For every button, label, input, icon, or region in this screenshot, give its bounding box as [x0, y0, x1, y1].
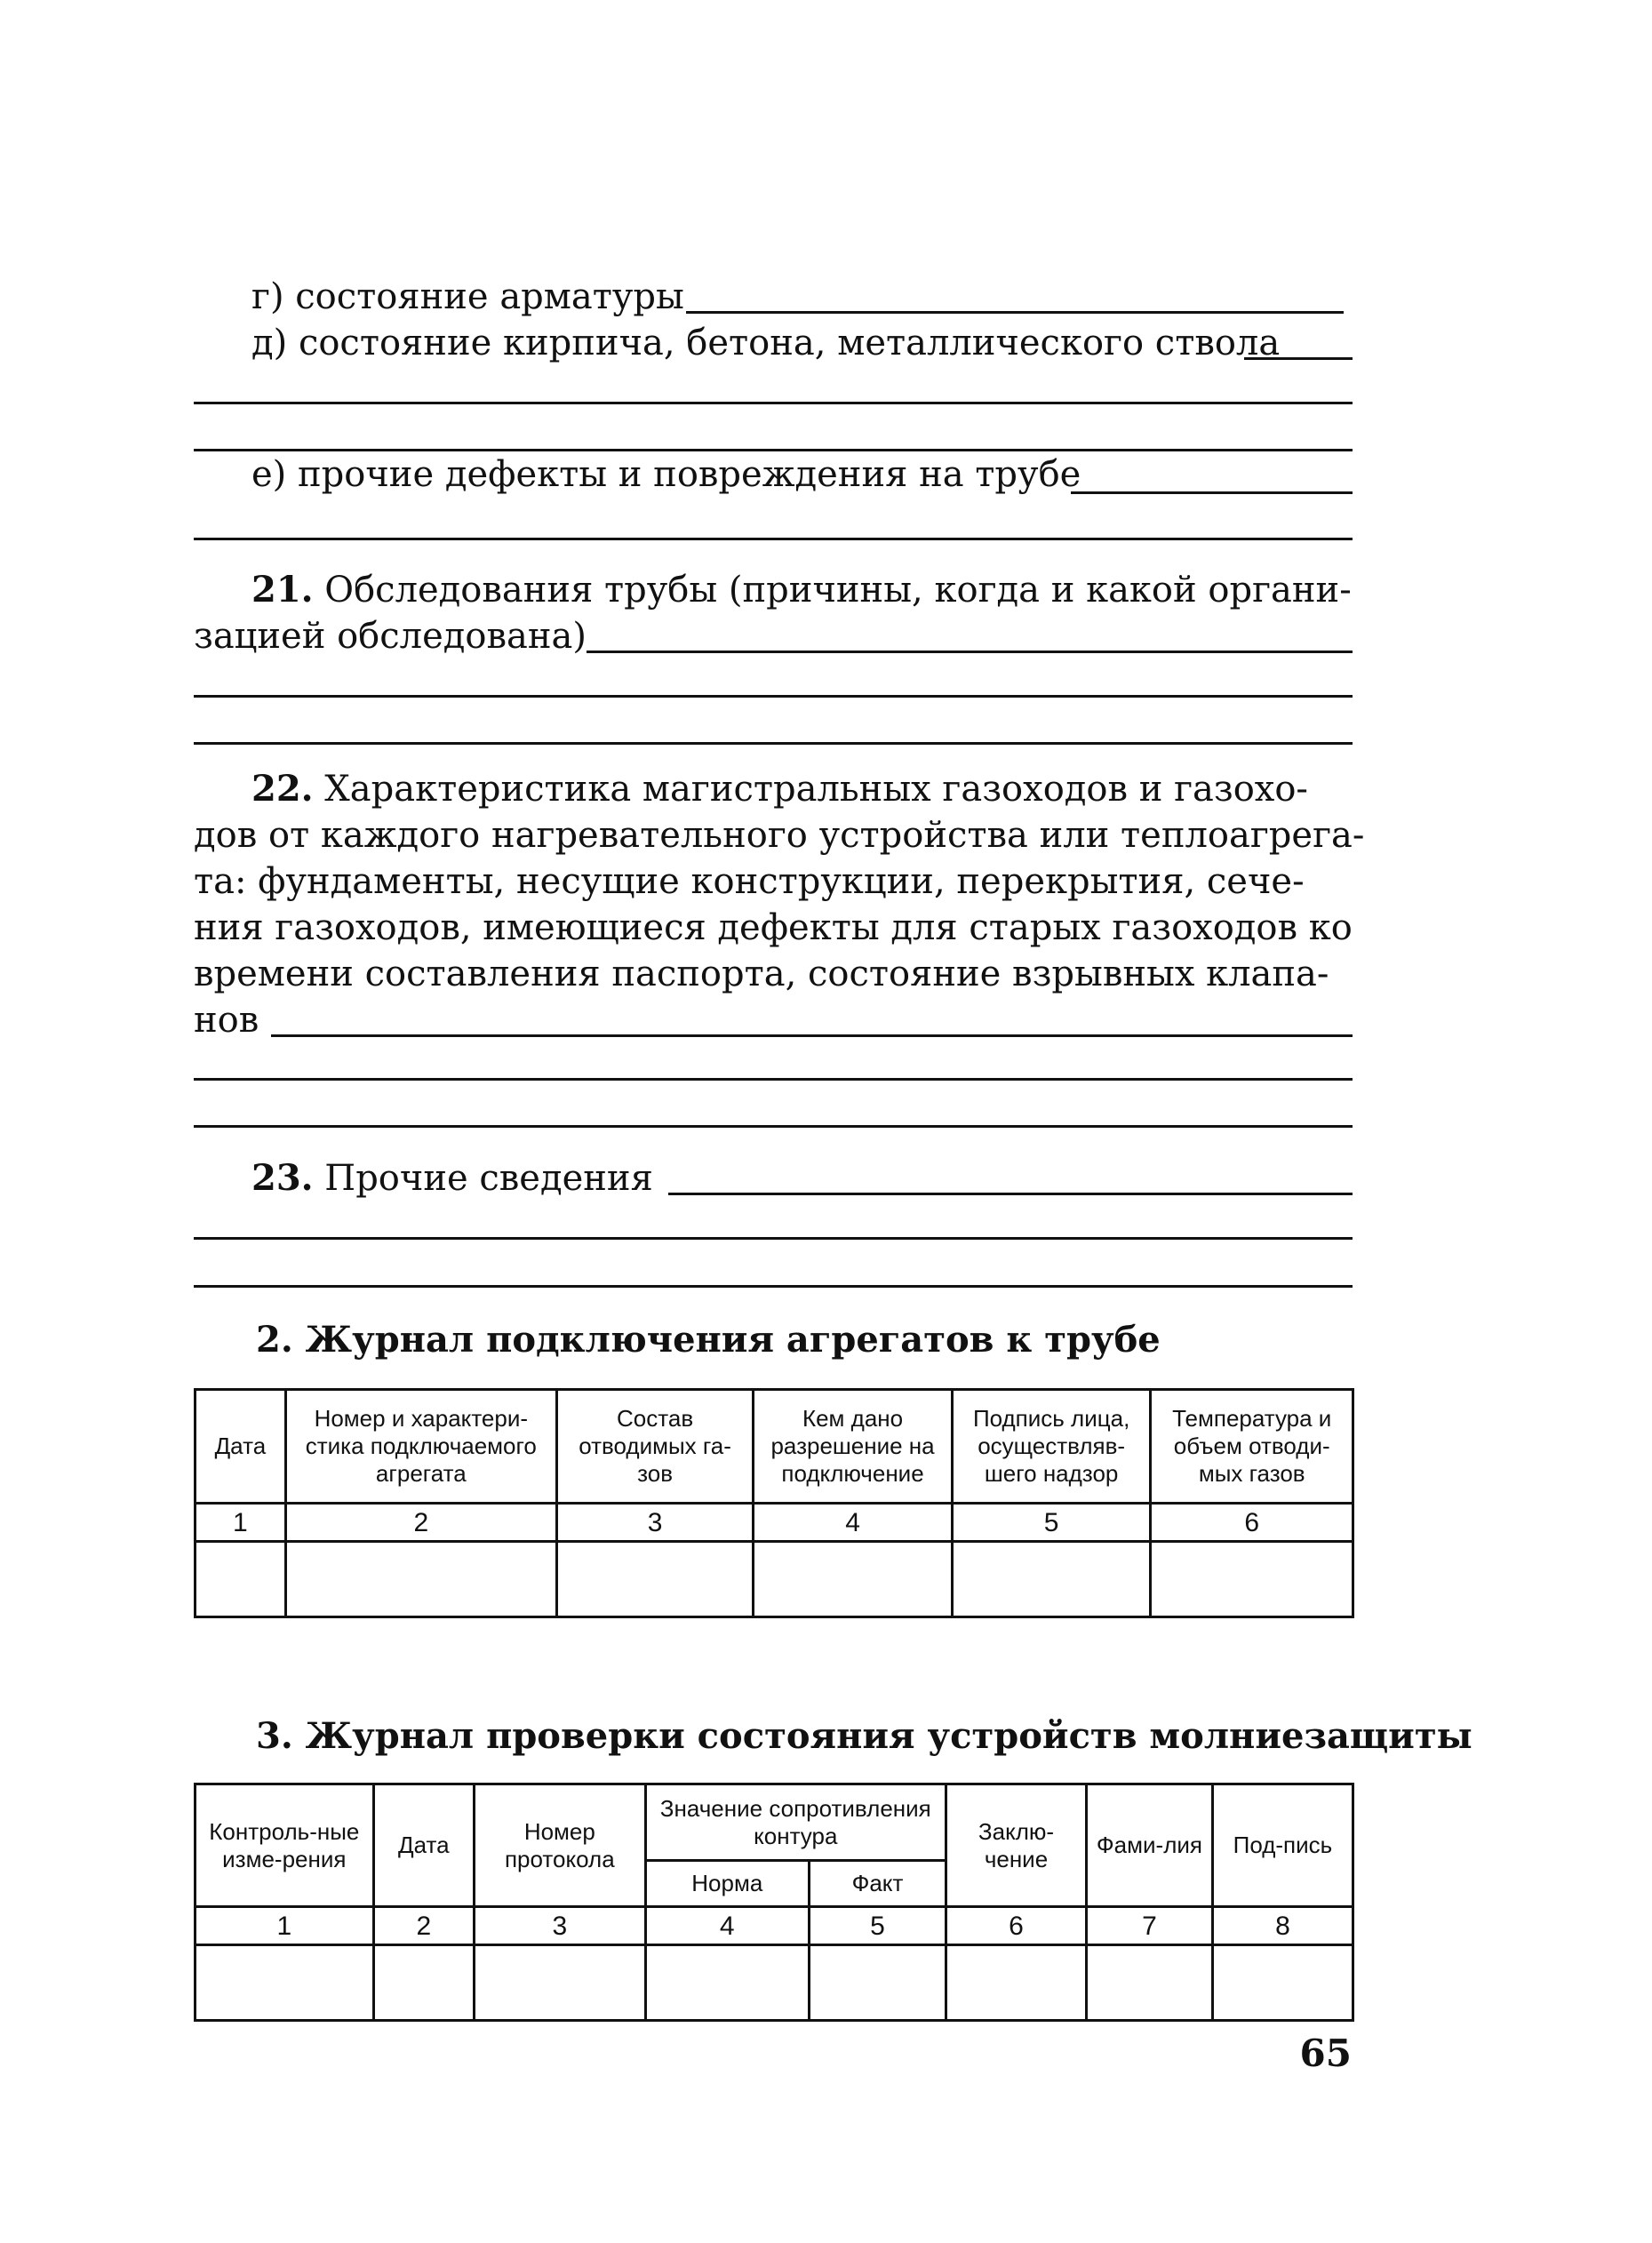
- journal-3-col-number: 7: [1087, 1907, 1213, 1945]
- journal-2-number-row: [196, 1504, 1353, 1542]
- item-e-label: е) прочие дефекты и повреждения на трубе: [251, 454, 1081, 495]
- journal-2-col-number: 1: [196, 1504, 286, 1542]
- item-22-blank-line-2: [194, 1125, 1353, 1128]
- journal-3-blank-cell: [1087, 1945, 1213, 2021]
- journal-2-col-number: 3: [556, 1504, 753, 1542]
- journal-2-blank-cell: [1151, 1542, 1353, 1617]
- journal-3-col-number: 8: [1212, 1907, 1353, 1945]
- journal-3-header-resistance: Значение сопротивления контура: [645, 1784, 946, 1861]
- item-23-number: 23.: [251, 1157, 314, 1199]
- item-21-fill-line: [587, 651, 1353, 653]
- journal-2-blank-cell: [952, 1542, 1151, 1617]
- item-22-line-5: времени составления паспорта, состояние взрывных клапа-: [194, 954, 1329, 994]
- journal-2-header-gas: Состав отводимых га-зов: [556, 1390, 753, 1504]
- item-23-blank-line-1: [194, 1237, 1353, 1240]
- item-22-number: 22.: [251, 768, 314, 810]
- journal-3-col-number: 3: [475, 1907, 646, 1945]
- journal-3-number-row: [196, 1907, 1353, 1945]
- item-e-fill-line: [1071, 491, 1353, 494]
- journal-2-header-supervisor: Подпись лица, осуществляв-шего надзор: [952, 1390, 1151, 1504]
- item-22-text-1: Характеристика магистральных газоходов и газохо-: [313, 769, 1308, 810]
- journal-2-header-unit: Номер и характери-стика подключаемого агрегата: [285, 1390, 556, 1504]
- journal-3-blank-cell: [475, 1945, 646, 2021]
- item-d-label: д) состояние кирпича, бетона, металлического ствола: [251, 323, 1281, 363]
- journal-2-header-temperature: Температура и объем отводи-мых газов: [1151, 1390, 1353, 1504]
- journal-2-col-number: 5: [952, 1504, 1151, 1542]
- item-21-blank-line-1: [194, 695, 1353, 698]
- item-22-line-1: [251, 766, 1308, 812]
- item-23-fill-line: [668, 1193, 1353, 1195]
- item-22-line-2: дов от каждого нагревательного устройства или теплоагрега-: [194, 815, 1365, 856]
- journal-2-header-row: [196, 1390, 1353, 1504]
- journal-3-col-number: 6: [946, 1907, 1086, 1945]
- journal-3-header-date: Дата: [373, 1784, 474, 1907]
- journal-3-table: [194, 1783, 1354, 2022]
- item-22-blank-line-1: [194, 1078, 1353, 1081]
- item-21-line-1: [251, 567, 1352, 613]
- journal-3-blank-row: [196, 1945, 1353, 2021]
- journal-2-blank-cell: [754, 1542, 953, 1617]
- journal-2-col-number: 6: [1151, 1504, 1353, 1542]
- journal-2-blank-cell: [556, 1542, 753, 1617]
- journal-2-blank-row: [196, 1542, 1353, 1617]
- journal-3-header-surname: Фами-лия: [1087, 1784, 1213, 1907]
- journal-2-col-number: 4: [754, 1504, 953, 1542]
- journal-3-col-number: 1: [196, 1907, 374, 1945]
- journal-3-blank-cell: [809, 1945, 946, 2021]
- journal-3-title: 3. Журнал проверки состояния устройств молниезащиты: [256, 1715, 1472, 1757]
- journal-3-blank-cell: [373, 1945, 474, 2021]
- journal-2-title: 2. Журнал подключения агрегатов к трубе: [256, 1319, 1161, 1361]
- journal-3-header-control: Контроль-ные изме-рения: [196, 1784, 374, 1907]
- item-d-blank-line-1: [194, 402, 1353, 404]
- journal-3-header-row-1: [196, 1784, 1353, 1861]
- journal-3-col-number: 5: [809, 1907, 946, 1945]
- journal-3-header-conclusion: Заклю-чение: [946, 1784, 1086, 1907]
- item-d-fill-line: [1244, 357, 1353, 360]
- item-e-blank-line: [194, 538, 1353, 540]
- journal-3-blank-cell: [645, 1945, 809, 2021]
- item-22-fill-line: [271, 1034, 1353, 1037]
- item-21-number: 21.: [251, 569, 314, 611]
- journal-2-header-date: Дата: [196, 1390, 286, 1504]
- item-23-line: [251, 1155, 653, 1201]
- journal-3-header-fact: Факт: [809, 1861, 946, 1907]
- item-21-line-2: зацией обследована): [194, 616, 587, 657]
- item-22-line-4: ния газоходов, имеющиеся дефекты для старых газоходов ко: [194, 907, 1353, 948]
- item-23-blank-line-2: [194, 1285, 1353, 1288]
- journal-3-header-norm: Норма: [645, 1861, 809, 1907]
- item-21-blank-line-2: [194, 742, 1353, 745]
- journal-3-col-number: 4: [645, 1907, 809, 1945]
- item-22-line-6: нов: [194, 1000, 259, 1041]
- item-g-label: г) состояние арматуры: [251, 276, 684, 317]
- item-23-text: Прочие сведения: [313, 1158, 653, 1199]
- item-22-line-3: та: фундаменты, несущие конструкции, перекрытия, сече-: [194, 861, 1305, 902]
- journal-3-header-signature: Под-пись: [1212, 1784, 1353, 1907]
- journal-2-col-number: 2: [285, 1504, 556, 1542]
- item-g-fill-line: [686, 311, 1344, 314]
- item-21-text-1: Обследования трубы (причины, когда и какой органи-: [313, 570, 1352, 611]
- journal-3-col-number: 2: [373, 1907, 474, 1945]
- journal-2-table: [194, 1388, 1354, 1618]
- journal-2-blank-cell: [196, 1542, 286, 1617]
- journal-3-blank-cell: [196, 1945, 374, 2021]
- journal-2-header-permission: Кем дано разрешение на подключение: [754, 1390, 953, 1504]
- journal-3-blank-cell: [946, 1945, 1086, 2021]
- journal-3-header-protocol: Номер протокола: [475, 1784, 646, 1907]
- page-number: 65: [1299, 2031, 1352, 2075]
- journal-2-blank-cell: [285, 1542, 556, 1617]
- journal-3-blank-cell: [1212, 1945, 1353, 2021]
